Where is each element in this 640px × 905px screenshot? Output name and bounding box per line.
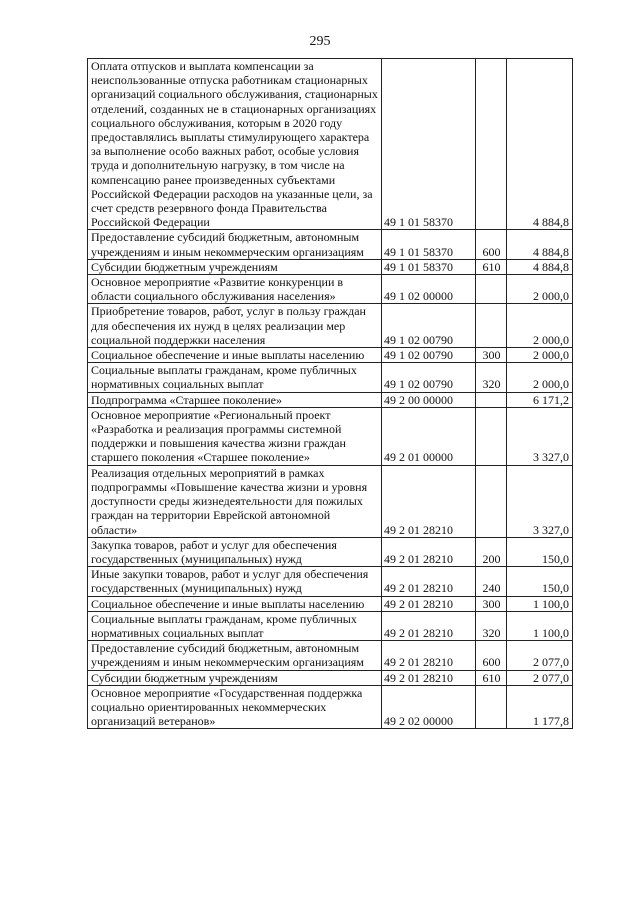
expense-type-code: 320	[476, 363, 507, 392]
expense-type-code	[476, 685, 507, 729]
target-article-code: 49 2 01 28210	[382, 465, 476, 537]
target-article-code: 49 2 01 28210	[382, 611, 476, 640]
table-row	[88, 304, 573, 348]
table-row	[88, 348, 573, 363]
table-row	[88, 230, 573, 259]
row-name: Основное мероприятие «Региональный проект «Разработка и реализация программы системной поддержки и повышения качества жизни граждан старшего поколения «Старшее поколение»	[88, 407, 382, 465]
row-name: Субсидии бюджетным учреждениям	[88, 259, 382, 274]
row-name: Основное мероприятие «Государственная поддержка социально ориентированных некоммерческих организаций ветеранов»	[88, 685, 382, 729]
amount: 150,0	[507, 537, 573, 566]
target-article-code: 49 2 02 00000	[382, 685, 476, 729]
target-article-code: 49 2 01 28210	[382, 670, 476, 685]
table-row	[88, 537, 573, 566]
table-row	[88, 407, 573, 465]
table-row	[88, 275, 573, 304]
target-article-code: 49 2 01 28210	[382, 567, 476, 596]
budget-table-body	[88, 59, 573, 729]
table-row	[88, 259, 573, 274]
target-article-code: 49 1 02 00790	[382, 348, 476, 363]
row-name: Социальное обеспечение и иные выплаты населению	[88, 348, 382, 363]
table-row	[88, 685, 573, 729]
row-name: Закупка товаров, работ и услуг для обеспечения государственных (муниципальных) нужд	[88, 537, 382, 566]
table-row	[88, 641, 573, 670]
target-article-code: 49 2 01 00000	[382, 407, 476, 465]
expense-type-code	[476, 275, 507, 304]
page-number: 295	[309, 34, 331, 49]
expense-type-code	[476, 465, 507, 537]
target-article-code: 49 1 02 00790	[382, 304, 476, 348]
expense-type-code: 600	[476, 230, 507, 259]
amount: 2 000,0	[507, 363, 573, 392]
row-name: Предоставление субсидий бюджетным, автономным учреждениям и иным некоммерческим организациям	[88, 641, 382, 670]
amount: 6 171,2	[507, 392, 573, 407]
expense-type-code: 610	[476, 670, 507, 685]
table-row	[88, 465, 573, 537]
row-name: Основное мероприятие «Развитие конкуренции в области социального обслуживания населения»	[88, 275, 382, 304]
amount: 1 100,0	[507, 611, 573, 640]
table-row	[88, 59, 573, 230]
row-name: Иные закупки товаров, работ и услуг для обеспечения государственных (муниципальных) нужд	[88, 567, 382, 596]
row-name: Предоставление субсидий бюджетным, автономным учреждениям и иным некоммерческим организациям	[88, 230, 382, 259]
expense-type-code: 300	[476, 596, 507, 611]
amount: 150,0	[507, 567, 573, 596]
target-article-code: 49 2 01 28210	[382, 537, 476, 566]
target-article-code: 49 2 00 00000	[382, 392, 476, 407]
table-row	[88, 611, 573, 640]
table-row	[88, 670, 573, 685]
row-name: Подпрограмма «Старшее поколение»	[88, 392, 382, 407]
amount: 3 327,0	[507, 407, 573, 465]
amount: 1 177,8	[507, 685, 573, 729]
target-article-code: 49 1 02 00790	[382, 363, 476, 392]
amount: 2 000,0	[507, 275, 573, 304]
amount: 4 884,8	[507, 59, 573, 230]
target-article-code: 49 1 01 58370	[382, 230, 476, 259]
expense-type-code	[476, 407, 507, 465]
target-article-code: 49 2 01 28210	[382, 641, 476, 670]
row-name: Социальные выплаты гражданам, кроме публичных нормативных социальных выплат	[88, 363, 382, 392]
amount: 4 884,8	[507, 259, 573, 274]
expense-type-code	[476, 59, 507, 230]
target-article-code: 49 1 01 58370	[382, 59, 476, 230]
table-row	[88, 596, 573, 611]
amount: 2 000,0	[507, 348, 573, 363]
row-name: Приобретение товаров, работ, услуг в пользу граждан для обеспечения их нужд в целях реализации мер социальной поддержки населения	[88, 304, 382, 348]
row-name: Реализация отдельных мероприятий в рамках подпрограммы «Повышение качества жизни и уровня доступности среды жизнедеятельности для пожилых граждан на территории Еврейской автономной области»	[88, 465, 382, 537]
row-name: Социальное обеспечение и иные выплаты населению	[88, 596, 382, 611]
amount: 2 000,0	[507, 304, 573, 348]
target-article-code: 49 2 01 28210	[382, 596, 476, 611]
expense-type-code: 600	[476, 641, 507, 670]
expense-type-code	[476, 392, 507, 407]
table-row	[88, 567, 573, 596]
budget-table	[87, 58, 573, 729]
amount: 2 077,0	[507, 641, 573, 670]
target-article-code: 49 1 01 58370	[382, 259, 476, 274]
amount: 2 077,0	[507, 670, 573, 685]
expense-type-code: 320	[476, 611, 507, 640]
target-article-code: 49 1 02 00000	[382, 275, 476, 304]
amount: 1 100,0	[507, 596, 573, 611]
expense-type-code: 200	[476, 537, 507, 566]
row-name: Социальные выплаты гражданам, кроме публичных нормативных социальных выплат	[88, 611, 382, 640]
row-name: Оплата отпусков и выплата компенсации за неиспользованные отпуска работникам стационарных организаций социального обслуживания, стационарных отделений, созданных не в стационарных организациях социального обслуживания, которым в 2020 году предоставлялись выплаты стимулирующего характера за выполнение особо важных работ, особые условия труда и дополнительную нагрузку, в том числе на компенсацию ранее произведенных субъектами Российской Федерации расходов на указанные цели, за счет средств резервного фонда Правительства Российской Федерации	[88, 59, 382, 230]
row-name: Субсидии бюджетным учреждениям	[88, 670, 382, 685]
expense-type-code: 240	[476, 567, 507, 596]
amount: 3 327,0	[507, 465, 573, 537]
table-row	[88, 363, 573, 392]
amount: 4 884,8	[507, 230, 573, 259]
expense-type-code: 300	[476, 348, 507, 363]
expense-type-code	[476, 304, 507, 348]
table-row	[88, 392, 573, 407]
expense-type-code: 610	[476, 259, 507, 274]
